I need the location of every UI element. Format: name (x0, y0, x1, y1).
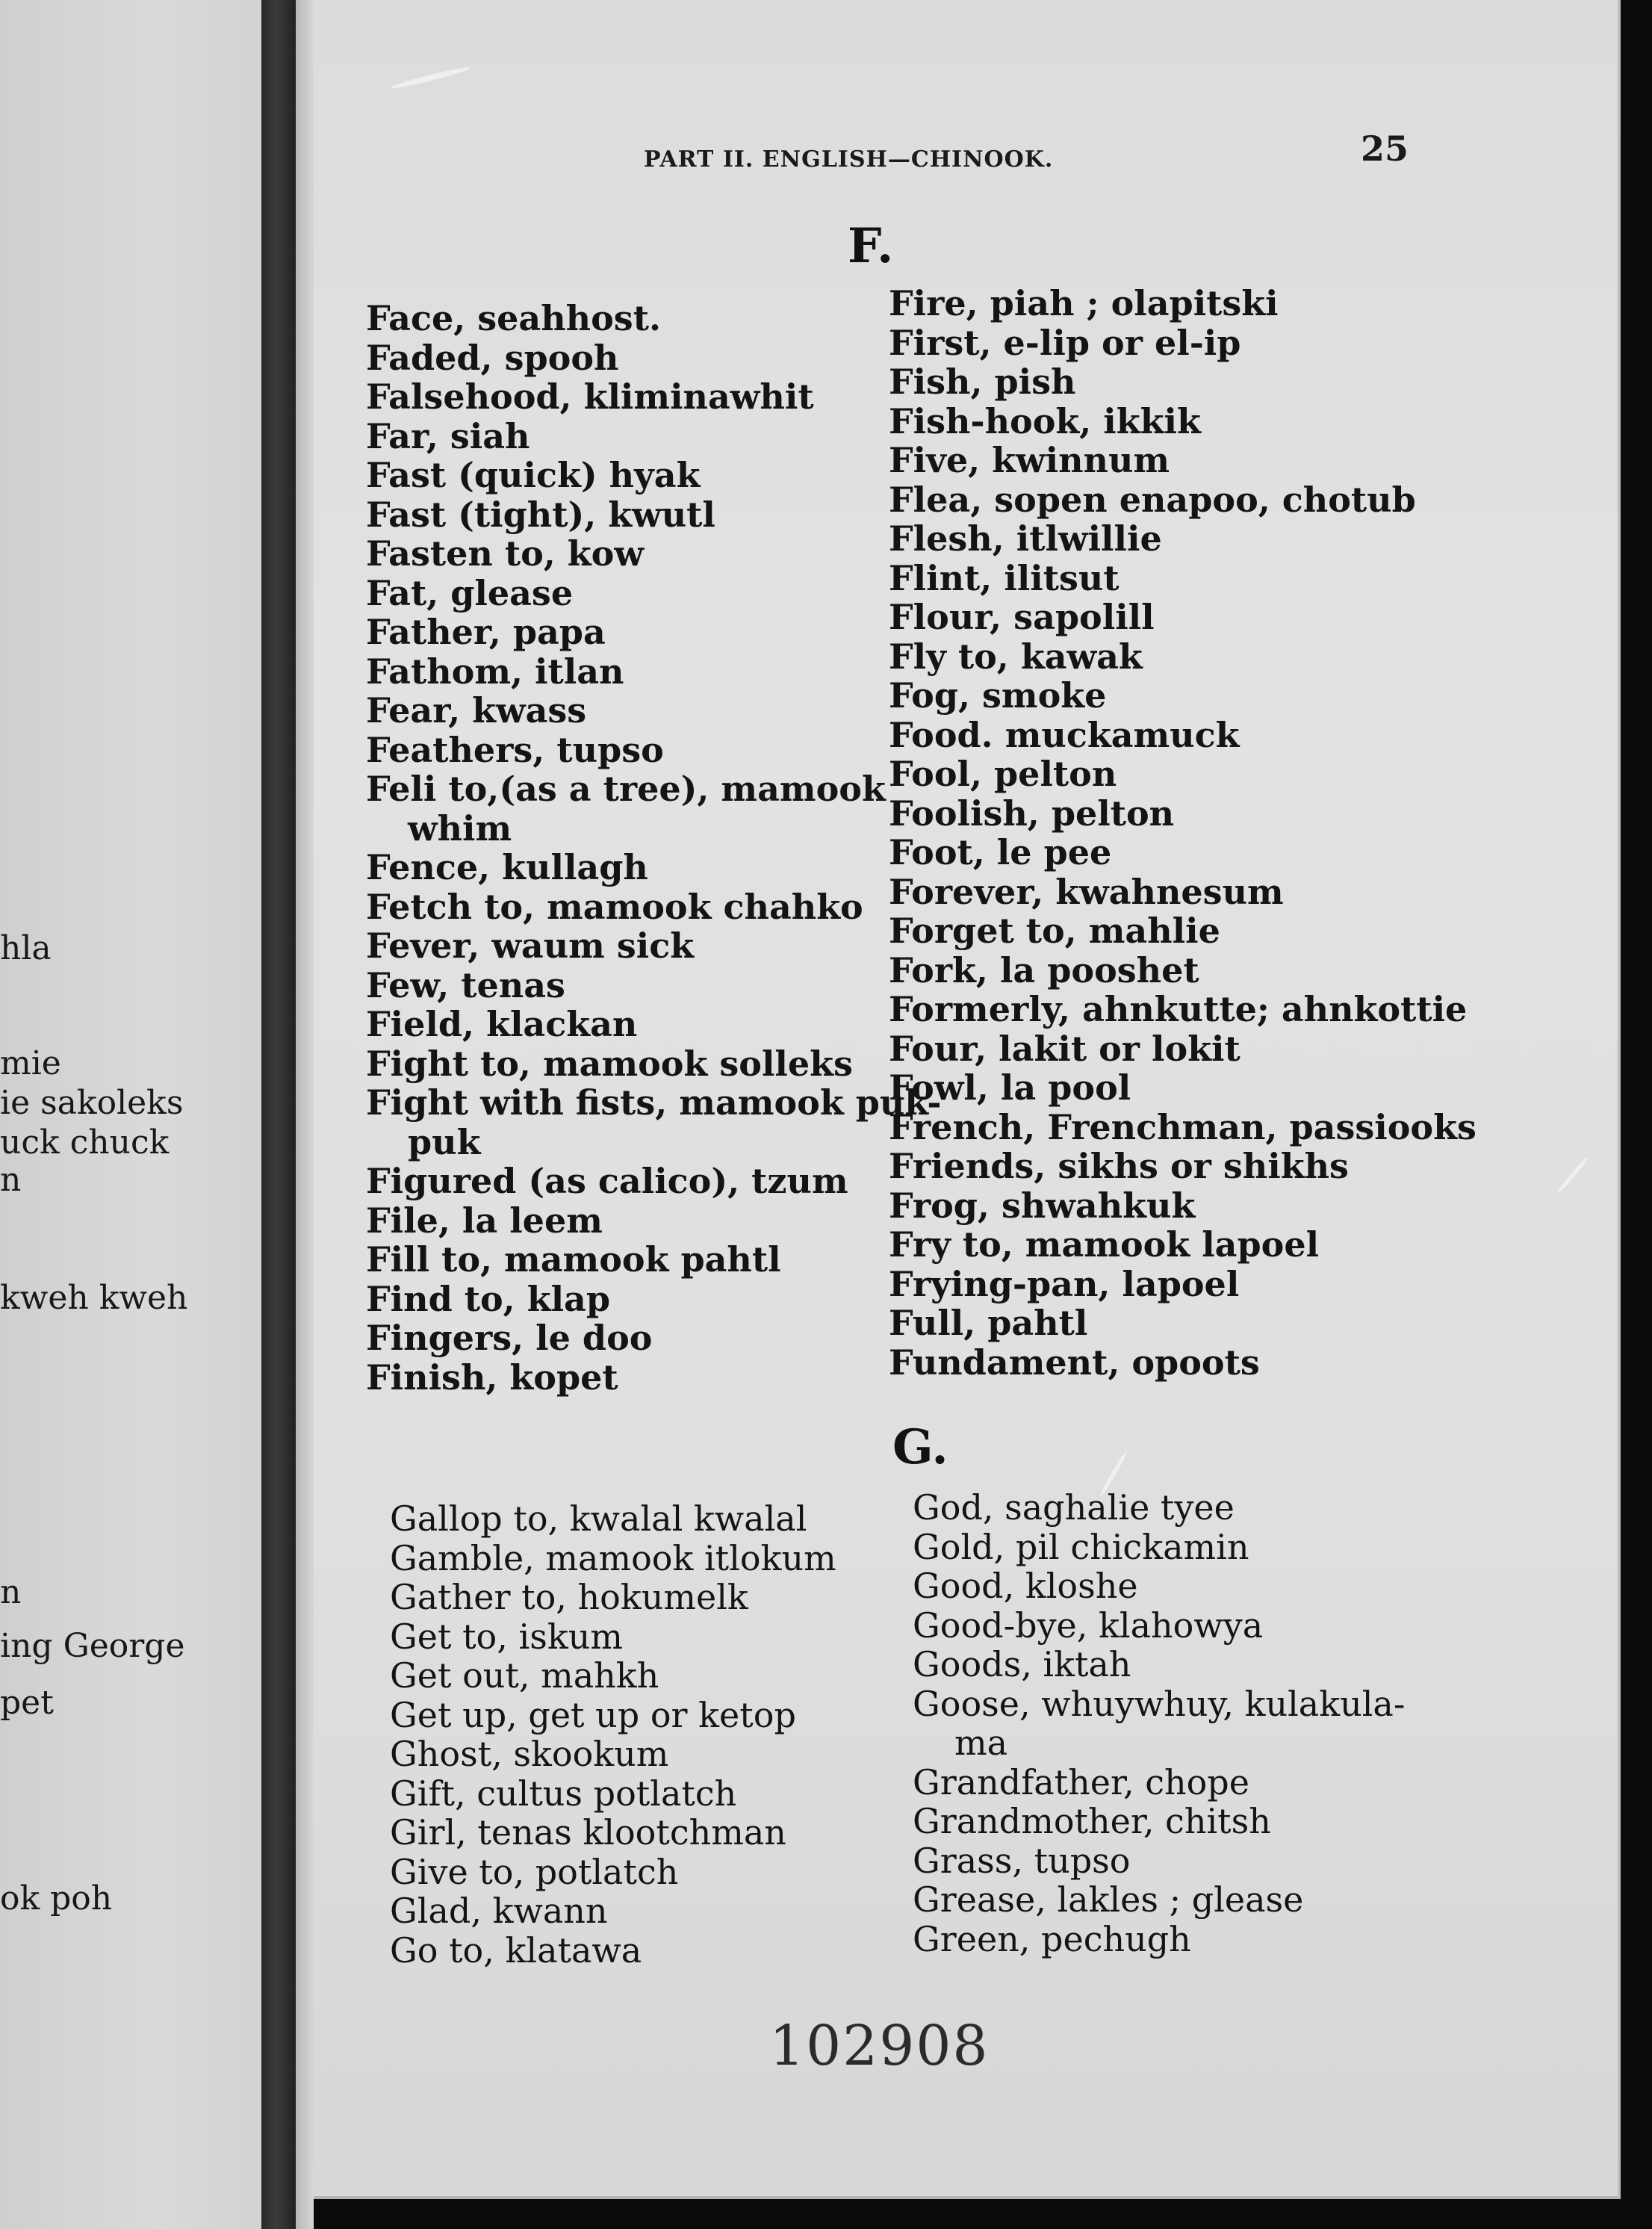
glossary-entry (889, 951, 1476, 991)
left-fragment: ing George (0, 1627, 185, 1665)
entry-text: Glad, kwann (390, 1891, 608, 1931)
glossary-entry (366, 966, 941, 1005)
entry-text: Fingers, le doo (366, 1318, 653, 1358)
entry-text: Frying-pan, lapoel (889, 1263, 1240, 1304)
glossary-entry (366, 691, 941, 731)
entry-text: Green, pechugh (913, 1918, 1191, 1959)
glossary-entry (913, 1920, 1405, 1959)
glossary-entry (913, 1488, 1405, 1528)
glossary-entry (889, 872, 1476, 912)
glossary-entry (366, 574, 941, 613)
entry-text: Food. muckamuck (889, 714, 1240, 755)
glossary-entry (390, 1578, 836, 1617)
glossary-entry (913, 1841, 1405, 1881)
entry-text: Foot, le pee (889, 832, 1112, 872)
entry-text: Grass, tupso (913, 1840, 1131, 1881)
entry-text: Flint, ilitsut (889, 557, 1120, 598)
entry-text: Gather to, hokumelk (390, 1577, 748, 1617)
entry-text: Fathom, itlan (366, 651, 624, 692)
glossary-entry (390, 1853, 836, 1892)
section-letter-f: F. (848, 218, 894, 274)
glossary-entry (366, 1240, 941, 1280)
glossary-entry (366, 1044, 941, 1084)
entry-text: Goose, whuywhuy, kulakula- (913, 1683, 1406, 1724)
entry-text: Fasten to, kow (366, 533, 644, 574)
glossary-entry (889, 441, 1476, 480)
entry-continuation: whim (408, 807, 512, 849)
glossary-entry (390, 1931, 836, 1971)
glossary-entry (390, 1656, 836, 1696)
entry-text: Fetch to, mamook chahko (366, 886, 863, 927)
glossary-entry (366, 769, 941, 848)
g-right-column (913, 1488, 1405, 1959)
entry-text: Fast (quick) hyak (366, 455, 701, 495)
left-fragment: n (0, 1573, 22, 1611)
book-spine (261, 0, 296, 2229)
entry-text: Figured (as calico), tzum (366, 1161, 848, 1201)
entry-text: Full, pahtl (889, 1303, 1088, 1343)
entry-text: Give to, potlatch (390, 1851, 679, 1892)
f-left-column (366, 299, 941, 1397)
glossary-entry (390, 1813, 836, 1853)
entry-text: Flour, sapolill (889, 597, 1155, 637)
entry-text: Get up, get up or ketop (390, 1694, 796, 1735)
entry-text: Good-bye, klahowya (913, 1605, 1264, 1646)
entry-text: Few, tenas (366, 964, 565, 1005)
glossary-entry (913, 1528, 1405, 1567)
entry-text: Gallop to, kwalal kwalal (390, 1498, 807, 1539)
entry-text: Forever, kwahnesum (889, 871, 1284, 912)
speck (391, 65, 472, 90)
entry-text: Fry to, mamook lapoel (889, 1224, 1320, 1265)
entry-text: Five, kwinnum (889, 440, 1170, 480)
entry-text: Foolish, pelton (889, 793, 1175, 834)
accession-stamp: 102908 (769, 2014, 990, 2078)
left-fragment: ok poh (0, 1879, 113, 1918)
entry-text: Field, klackan (366, 1004, 638, 1044)
left-fragment: n (0, 1161, 22, 1199)
glossary-entry (366, 1201, 941, 1241)
left-fragment: hla (0, 929, 52, 967)
entry-text: Feathers, tupso (366, 729, 664, 770)
entry-text: Forget to, mahlie (889, 911, 1220, 951)
glossary-entry (889, 559, 1476, 598)
left-fragment: ie sakoleks (0, 1084, 184, 1122)
glossary-entry (913, 1606, 1405, 1646)
left-page-edge (0, 0, 261, 2229)
glossary-entry (366, 1162, 941, 1201)
entry-text: Formerly, ahnkutte; ahnkottie (889, 989, 1468, 1029)
glossary-entry (889, 1343, 1476, 1383)
entry-text: Fish-hook, ikkik (889, 400, 1201, 441)
entry-text: Fool, pelton (889, 754, 1117, 794)
glossary-entry (889, 402, 1476, 441)
entry-text: Fork, la pooshet (889, 949, 1199, 991)
glossary-entry (366, 887, 941, 927)
glossary-entry (390, 1499, 836, 1539)
running-title: PART II. ENGLISH—CHINOOK. (644, 146, 1054, 173)
entry-text: Friends, sikhs or shikhs (889, 1146, 1349, 1186)
glossary-entry (366, 1083, 941, 1162)
entry-text: Flesh, itlwillie (889, 518, 1162, 559)
glossary-entry (366, 1005, 941, 1044)
entry-text: Get to, iskum (390, 1616, 623, 1657)
entry-text: Faded, spooh (366, 337, 619, 378)
section-letter-g: G. (892, 1419, 948, 1475)
entry-text: Fish, pish (889, 362, 1076, 402)
glossary-entry (366, 613, 941, 652)
glossary-entry (889, 1225, 1476, 1265)
entry-continuation: ma (954, 1723, 1008, 1763)
entry-text: Falsehood, kliminawhit (366, 376, 814, 417)
glossary-entry (366, 652, 941, 692)
glossary-entry (913, 1880, 1405, 1920)
entry-text: Fight to, mamook solleks (366, 1043, 853, 1084)
entry-text: Ghost, skookum (390, 1734, 669, 1774)
glossary-entry (366, 299, 941, 338)
glossary-entry (366, 456, 941, 495)
entry-text: Fog, smoke (889, 675, 1107, 716)
glossary-entry (366, 1318, 941, 1358)
glossary-entry (889, 637, 1476, 677)
glossary-entry (366, 377, 941, 417)
entry-text: Fever, waum sick (366, 926, 695, 966)
glossary-entry (913, 1802, 1405, 1841)
glossary-entry (390, 1696, 836, 1735)
entry-text: Fat, glease (366, 572, 574, 613)
entry-text: Fly to, kawak (889, 636, 1143, 677)
glossary-entry (366, 417, 941, 456)
entry-text: Finish, kopet (366, 1357, 618, 1398)
glossary-entry (889, 1068, 1476, 1108)
glossary-entry (889, 519, 1476, 559)
entry-text: Grease, lakles ; glease (913, 1879, 1304, 1920)
glossary-entry (913, 1684, 1405, 1763)
entry-text: Fight with fists, mamook puk- (366, 1082, 942, 1123)
entry-text: Get out, mahkh (390, 1655, 659, 1696)
glossary-entry (889, 1186, 1476, 1226)
g-left-column (390, 1499, 836, 1970)
entry-text: French, Frenchman, passiooks (889, 1106, 1476, 1147)
entry-text: Frog, shwahkuk (889, 1185, 1196, 1226)
glossary-entry (366, 534, 941, 574)
glossary-entry (889, 362, 1476, 402)
entry-text: Fire, piah ; olapitski (889, 283, 1279, 323)
entry-text: Fundament, opoots (889, 1342, 1260, 1383)
glossary-entry (889, 598, 1476, 637)
glossary-entry (366, 1280, 941, 1319)
glossary-entry (889, 676, 1476, 716)
entry-text: Gift, cultus potlatch (390, 1773, 737, 1814)
glossary-entry (366, 848, 941, 887)
entry-text: Grandmother, chitsh (913, 1801, 1271, 1841)
entry-text: File, la leem (366, 1200, 603, 1241)
glossary-entry (913, 1566, 1405, 1606)
left-fragment: uck chuck (0, 1123, 170, 1162)
glossary-entry (366, 1358, 941, 1398)
glossary-entry (366, 338, 941, 378)
glossary-entry (889, 716, 1476, 755)
glossary-entry (390, 1539, 836, 1578)
glossary-entry (889, 284, 1476, 323)
glossary-entry (889, 833, 1476, 872)
glossary-entry (913, 1763, 1405, 1802)
entry-continuation: puk (408, 1121, 481, 1162)
glossary-entry (390, 1891, 836, 1931)
f-right-column (889, 284, 1476, 1382)
glossary-entry (889, 1029, 1476, 1069)
glossary-entry (889, 1265, 1476, 1304)
entry-text: Grandfather, chope (913, 1761, 1249, 1802)
speck (1556, 1156, 1589, 1194)
page-number: 25 (1361, 128, 1409, 169)
entry-text: Feli to,(as a tree), mamook (366, 769, 886, 809)
glossary-entry (889, 1108, 1476, 1147)
entry-text: Fill to, mamook pahtl (366, 1239, 781, 1280)
entry-text: Find to, klap (366, 1278, 611, 1319)
entry-text: God, saghalie tyee (913, 1487, 1235, 1528)
gutter-shadow (296, 0, 314, 2229)
glossary-entry (889, 990, 1476, 1029)
entry-text: Face, seahhost. (366, 298, 661, 338)
glossary-entry (390, 1774, 836, 1814)
glossary-entry (889, 480, 1476, 520)
entry-text: Fear, kwass (366, 690, 587, 731)
glossary-entry (366, 731, 941, 770)
left-fragment: pet (0, 1684, 54, 1722)
left-fragment: mie (0, 1044, 61, 1082)
entry-text: Girl, tenas klootchman (390, 1812, 786, 1853)
left-fragment: kweh kweh (0, 1279, 188, 1317)
entry-text: Good, kloshe (913, 1566, 1138, 1606)
glossary-entry (366, 926, 941, 966)
entry-text: Flea, sopen enapoo, chotub (889, 479, 1416, 520)
glossary-entry (913, 1645, 1405, 1684)
entry-text: Goods, iktah (913, 1644, 1131, 1684)
entry-text: Father, papa (366, 612, 606, 652)
glossary-entry (889, 754, 1476, 794)
entry-text: Gamble, mamook itlokum (390, 1537, 836, 1578)
entry-text: First, e-lip or el-ip (889, 322, 1241, 363)
glossary-entry (889, 794, 1476, 834)
entry-text: Far, siah (366, 415, 530, 456)
glossary-entry (889, 323, 1476, 363)
glossary-entry (390, 1734, 836, 1774)
glossary-entry (366, 495, 941, 535)
entry-text: Fence, kullagh (366, 847, 648, 887)
entry-text: Go to, klatawa (390, 1929, 642, 1971)
entry-text: Four, lakit or lokit (889, 1028, 1240, 1069)
entry-text: Fast (tight), kwutl (366, 494, 715, 535)
glossary-entry (390, 1617, 836, 1657)
entry-text: Fowl, la pool (889, 1067, 1131, 1108)
glossary-entry (889, 1147, 1476, 1186)
glossary-entry (889, 1303, 1476, 1343)
glossary-entry (889, 911, 1476, 951)
entry-text: Gold, pil chickamin (913, 1526, 1249, 1567)
